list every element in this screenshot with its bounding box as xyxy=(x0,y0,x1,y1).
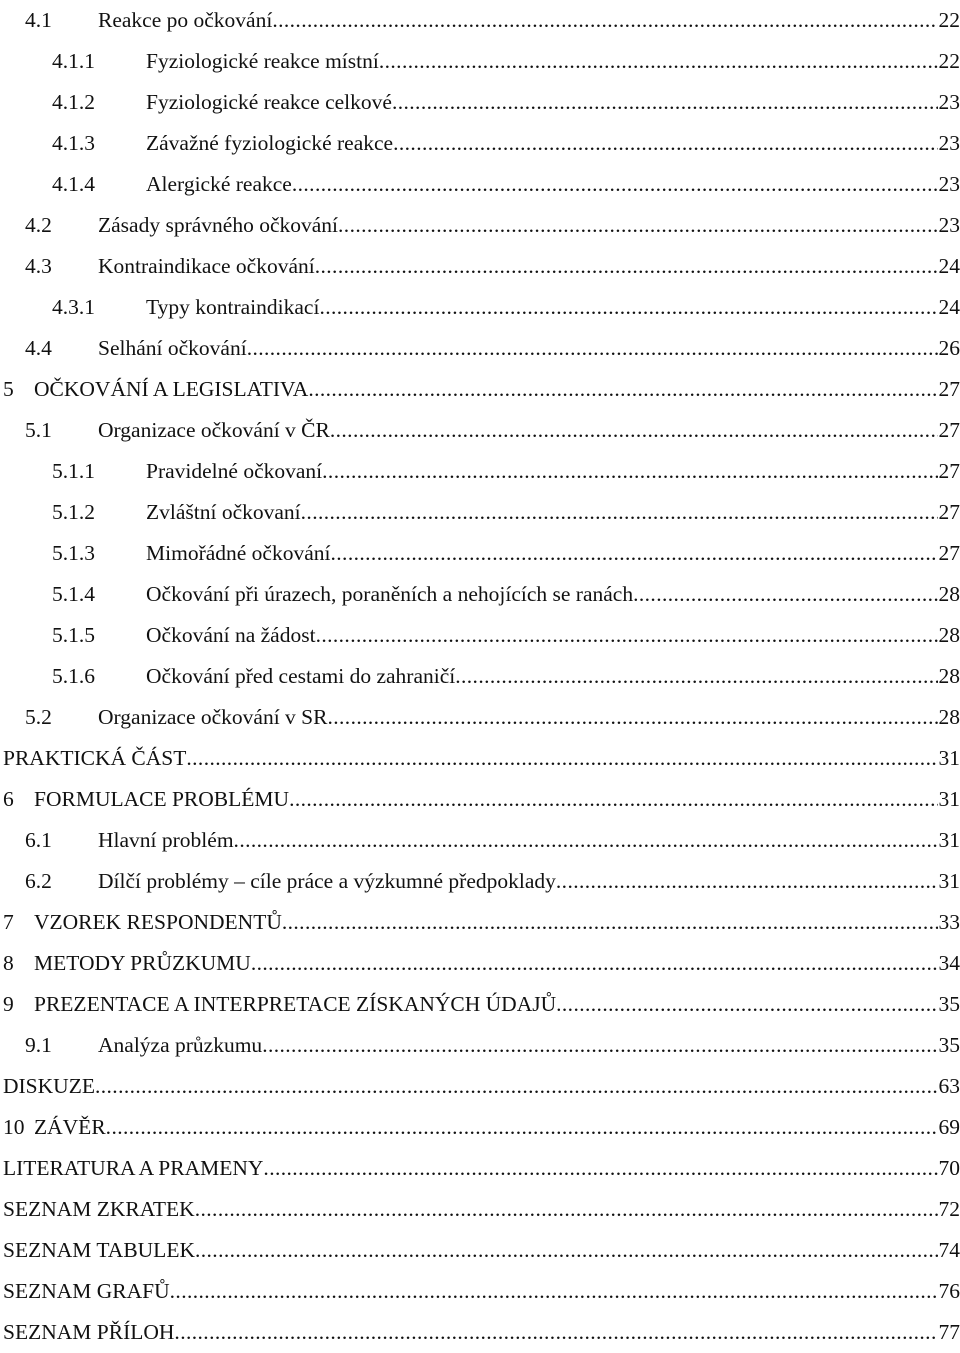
toc-entry[interactable] xyxy=(0,246,960,287)
toc-entry[interactable] xyxy=(0,1025,960,1066)
toc-entry-number: 4.1 xyxy=(25,0,52,41)
toc-entry[interactable] xyxy=(0,533,960,574)
toc-entry-page: 70 xyxy=(938,1148,960,1189)
toc-entry-page: 24 xyxy=(938,246,960,287)
toc-dot-leader xyxy=(319,287,937,328)
toc-entry[interactable] xyxy=(0,820,960,861)
toc-entry-number: 6.1 xyxy=(25,820,52,861)
toc-entry-title: Typy kontraindikací xyxy=(146,287,319,328)
toc-entry[interactable] xyxy=(0,1230,960,1271)
toc-entry-title: Závažné fyziologické reakce xyxy=(146,123,393,164)
toc-entry-title: SEZNAM TABULEK xyxy=(3,1230,195,1271)
toc-entry-number: 9.1 xyxy=(25,1025,52,1066)
toc-dot-leader xyxy=(272,0,937,41)
toc-entry-title: ZÁVĚR xyxy=(34,1107,106,1148)
toc-entry-page: 23 xyxy=(938,205,960,246)
toc-entry[interactable] xyxy=(0,861,960,902)
toc-dot-leader xyxy=(186,738,937,779)
toc-entry-title: PRAKTICKÁ ČÁST xyxy=(3,738,186,779)
toc-entry-number: 5.1.6 xyxy=(52,656,95,697)
toc-entry-number: 9 xyxy=(3,984,14,1025)
toc-entry-page: 35 xyxy=(938,1025,960,1066)
toc-entry-title: Dílčí problémy – cíle práce a výzkumné předpoklady xyxy=(98,861,556,902)
toc-entry-title: Analýza průzkumu xyxy=(98,1025,262,1066)
toc-entry[interactable] xyxy=(0,41,960,82)
toc-entry-number: 4.4 xyxy=(25,328,52,369)
toc-entry-page: 26 xyxy=(938,328,960,369)
toc-entry-page: 22 xyxy=(938,41,960,82)
toc-entry[interactable] xyxy=(0,1271,960,1312)
toc-entry[interactable] xyxy=(0,984,960,1025)
toc-entry[interactable] xyxy=(0,369,960,410)
toc-entry[interactable] xyxy=(0,492,960,533)
toc-entry[interactable] xyxy=(0,656,960,697)
toc-entry-title: Očkování při úrazech, poraněních a nehojících se ranách xyxy=(146,574,633,615)
toc-entry-page: 27 xyxy=(938,533,960,574)
toc-dot-leader xyxy=(106,1107,938,1148)
toc-entry-title: Selhání očkování xyxy=(98,328,247,369)
toc-entry-title: PREZENTACE A INTERPRETACE ZÍSKANÝCH ÚDAJŮ xyxy=(34,984,556,1025)
toc-entry-title: Alergické reakce xyxy=(146,164,292,205)
toc-dot-leader xyxy=(170,1271,938,1312)
toc-entry-title: Zvláštní očkovaní xyxy=(146,492,301,533)
toc-entry-title: Kontraindikace očkování xyxy=(98,246,315,287)
toc-dot-leader xyxy=(331,533,938,574)
toc-entry[interactable] xyxy=(0,410,960,451)
toc-entry-number: 5.1.5 xyxy=(52,615,95,656)
toc-entry-number: 6 xyxy=(3,779,14,820)
toc-entry-title: SEZNAM GRAFŮ xyxy=(3,1271,170,1312)
toc-entry[interactable] xyxy=(0,697,960,738)
toc-entry-page: 31 xyxy=(938,861,960,902)
toc-entry-title: Organizace očkování v ČR xyxy=(98,410,330,451)
toc-entry[interactable] xyxy=(0,287,960,328)
toc-dot-leader xyxy=(263,1148,937,1189)
toc-entry[interactable] xyxy=(0,1066,960,1107)
toc-entry-number: 5.1 xyxy=(25,410,52,451)
toc-entry-title: LITERATURA A PRAMENY xyxy=(3,1148,263,1189)
toc-entry-page: 22 xyxy=(938,0,960,41)
toc-entry-number: 5.2 xyxy=(25,697,52,738)
toc-entry-title: SEZNAM ZKRATEK xyxy=(3,1189,195,1230)
toc-entry[interactable] xyxy=(0,205,960,246)
toc-entry[interactable] xyxy=(0,779,960,820)
toc-entry-page: 24 xyxy=(938,287,960,328)
toc-entry-title: Hlavní problém xyxy=(98,820,234,861)
toc-dot-leader xyxy=(195,1230,938,1271)
toc-dot-leader xyxy=(322,451,937,492)
toc-entry-number: 6.2 xyxy=(25,861,52,902)
toc-dot-leader xyxy=(315,246,938,287)
toc-entry-page: 23 xyxy=(938,123,960,164)
toc-dot-leader xyxy=(262,1025,937,1066)
toc-entry[interactable] xyxy=(0,328,960,369)
toc-dot-leader xyxy=(633,574,937,615)
toc-dot-leader xyxy=(292,164,938,205)
toc-entry-title: Reakce po očkování xyxy=(98,0,272,41)
toc-dot-leader xyxy=(301,492,938,533)
toc-dot-leader xyxy=(251,943,938,984)
toc-dot-leader xyxy=(95,1066,938,1107)
toc-entry-number: 4.1.3 xyxy=(52,123,95,164)
toc-dot-leader xyxy=(316,615,938,656)
toc-entry-page: 34 xyxy=(938,943,960,984)
toc-dot-leader xyxy=(289,779,937,820)
toc-entry-number: 4.2 xyxy=(25,205,52,246)
toc-entry[interactable] xyxy=(0,574,960,615)
toc-entry-page: 76 xyxy=(938,1271,960,1312)
toc-dot-leader xyxy=(234,820,938,861)
toc-entry-page: 27 xyxy=(938,451,960,492)
toc-dot-leader xyxy=(338,205,937,246)
toc-entry-page: 27 xyxy=(938,492,960,533)
toc-entry-number: 5.1.1 xyxy=(52,451,95,492)
toc-entry[interactable] xyxy=(0,1148,960,1189)
toc-entry[interactable] xyxy=(0,943,960,984)
toc-entry[interactable] xyxy=(0,0,960,41)
toc-entry[interactable] xyxy=(0,123,960,164)
toc-entry-title: Fyziologické reakce místní xyxy=(146,41,379,82)
toc-entry-title: Očkování před cestami do zahraničí xyxy=(146,656,455,697)
toc-entry-page: 77 xyxy=(938,1312,960,1353)
toc-entry-number: 7 xyxy=(3,902,14,943)
toc-entry-page: 28 xyxy=(938,697,960,738)
toc-entry[interactable] xyxy=(0,1107,960,1148)
toc-dot-leader xyxy=(247,328,938,369)
toc-entry[interactable] xyxy=(0,738,960,779)
toc-dot-leader xyxy=(393,123,937,164)
toc-entry-title: Fyziologické reakce celkové xyxy=(146,82,392,123)
toc-entry-page: 33 xyxy=(938,902,960,943)
toc-dot-leader xyxy=(195,1189,938,1230)
toc-entry-number: 5 xyxy=(3,369,14,410)
toc-entry[interactable] xyxy=(0,615,960,656)
toc-entry-page: 31 xyxy=(938,738,960,779)
toc-entry-page: 23 xyxy=(938,164,960,205)
toc-entry-page: 74 xyxy=(938,1230,960,1271)
toc-entry-page: 63 xyxy=(938,1066,960,1107)
toc-entry-title: OČKOVÁNÍ A LEGISLATIVA xyxy=(34,369,308,410)
toc-entry[interactable] xyxy=(0,902,960,943)
toc-entry-page: 72 xyxy=(938,1189,960,1230)
toc-entry-page: 28 xyxy=(938,615,960,656)
toc-entry[interactable] xyxy=(0,82,960,123)
toc-entry-page: 23 xyxy=(938,82,960,123)
toc-entry-number: 5.1.2 xyxy=(52,492,95,533)
toc-dot-leader xyxy=(392,82,938,123)
toc-dot-leader xyxy=(379,41,938,82)
toc-entry-number: 10 xyxy=(3,1107,25,1148)
toc-entry[interactable] xyxy=(0,451,960,492)
toc-entry-title: Mimořádné očkování xyxy=(146,533,331,574)
toc-entry-number: 4.1.1 xyxy=(52,41,95,82)
toc-entry-number: 4.1.4 xyxy=(52,164,95,205)
toc-entry-title: Pravidelné očkovaní xyxy=(146,451,322,492)
toc-entry-page: 31 xyxy=(938,779,960,820)
toc-entry-title: METODY PRŮZKUMU xyxy=(34,943,251,984)
toc-entry-title: Očkování na žádost xyxy=(146,615,316,656)
toc-entry-number: 5.1.3 xyxy=(52,533,95,574)
toc-dot-leader xyxy=(282,902,938,943)
toc-dot-leader xyxy=(327,697,937,738)
toc-entry-page: 69 xyxy=(938,1107,960,1148)
toc-entry-number: 5.1.4 xyxy=(52,574,95,615)
toc-entry-title: VZOREK RESPONDENTŮ xyxy=(34,902,282,943)
toc-entry[interactable] xyxy=(0,1189,960,1230)
toc-dot-leader xyxy=(556,984,937,1025)
toc-entry-title: Zásady správného očkování xyxy=(98,205,338,246)
toc-entry-number: 4.1.2 xyxy=(52,82,95,123)
toc-entry-title: SEZNAM PŘÍLOH xyxy=(3,1312,174,1353)
toc-entry-title: DISKUZE xyxy=(3,1066,95,1107)
toc-entry[interactable] xyxy=(0,164,960,205)
toc-entry-page: 27 xyxy=(938,410,960,451)
toc-dot-leader xyxy=(330,410,938,451)
toc-entry-number: 4.3 xyxy=(25,246,52,287)
toc-entry-page: 31 xyxy=(938,820,960,861)
toc-entry-number: 8 xyxy=(3,943,14,984)
toc-dot-leader xyxy=(556,861,938,902)
toc-dot-leader xyxy=(308,369,937,410)
toc-entry-page: 28 xyxy=(938,574,960,615)
toc-entry-title: FORMULACE PROBLÉMU xyxy=(34,779,289,820)
toc-entry-number: 4.3.1 xyxy=(52,287,95,328)
toc-entry-title: Organizace očkování v SR xyxy=(98,697,327,738)
toc-entry-page: 28 xyxy=(938,656,960,697)
toc-dot-leader xyxy=(455,656,937,697)
toc-entry-page: 27 xyxy=(938,369,960,410)
toc-entry-page: 35 xyxy=(938,984,960,1025)
